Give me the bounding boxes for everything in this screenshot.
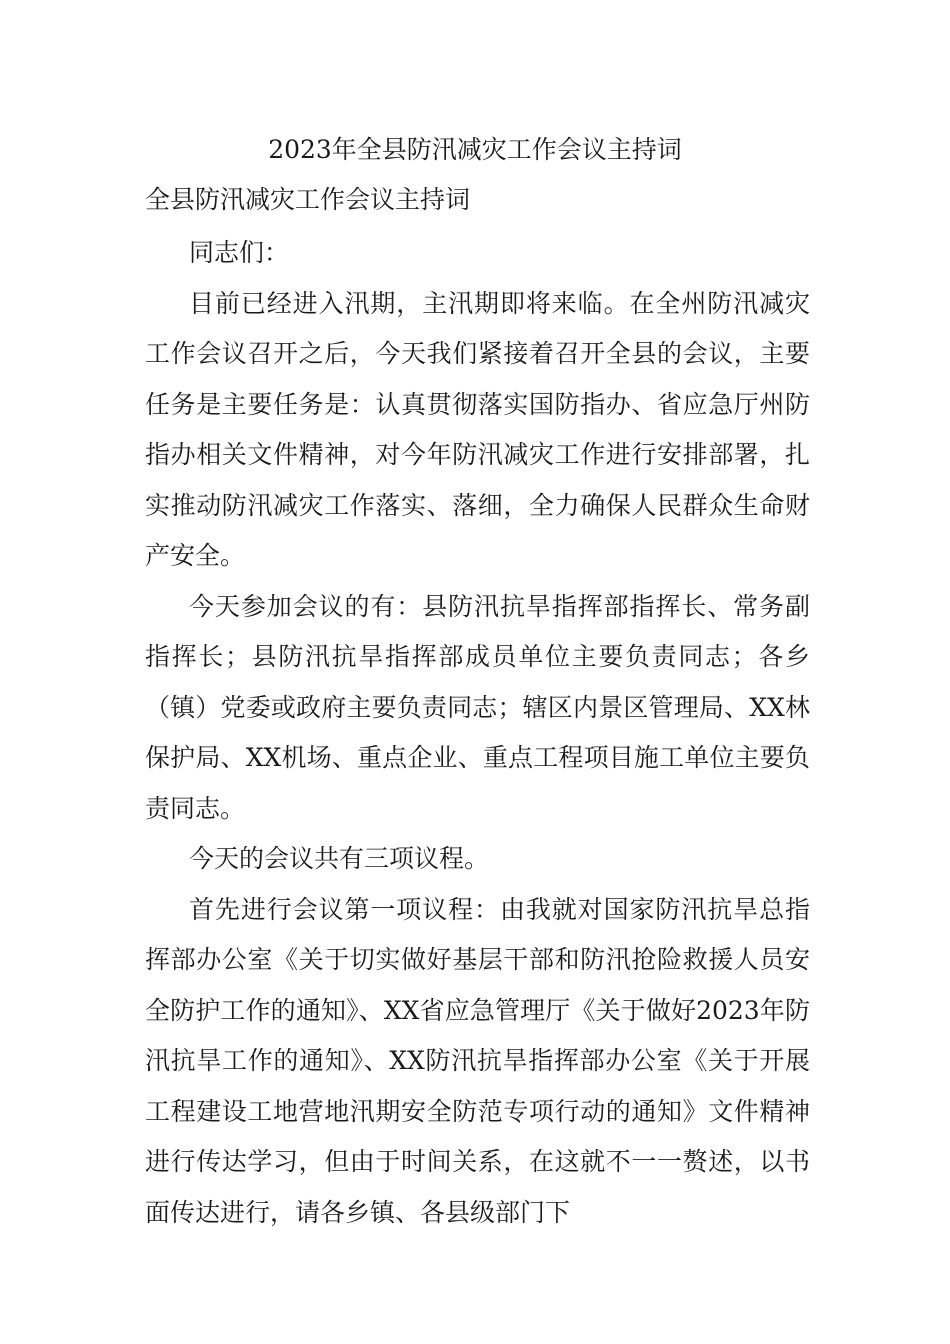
paragraph-attendees: 今天参加会议的有：县防汛抗旱指挥部指挥长、常务副指挥长；县防汛抗旱指挥部成员单位主要负责同志；各乡（镇）党委或政府主要负责同志；辖区内景区管理局、XX林保护局、XX机场、重点企业、重点工程项目施工单位主要负责同志。 [145, 591, 810, 823]
document-title: 2023年全县防汛减灾工作会议主持词 [268, 135, 682, 164]
paragraph-greeting: 同志们： [189, 238, 290, 267]
paragraph-intro: 目前已经进入汛期，主汛期即将来临。在全州防汛减灾工作会议召开之后，今天我们紧接着召开全县的会议，主要任务是主要任务是：认真贯彻落实国防指办、省应急厅州防指办相关文件精神，对今年防汛减灾工作进行安排部署，扎实推动防汛减灾工作落实、落细，全力确保人民群众生命财产安全。 [145, 288, 810, 570]
paragraph-agenda: 今天的会议共有三项议程。 [189, 844, 490, 873]
paragraph-first-item: 首先进行会议第一项议程：由我就对国家防汛抗旱总指挥部办公室《关于切实做好基层干部和防汛抢险救援人员安全防护工作的通知》、XX省应急管理厅《关于做好2023年防汛抗旱工作的通知》、XX防汛抗旱指挥部办公室《关于开展工程建设工地营地汛期安全防范专项行动的通知》文件精神进行传达学习，但由于时间关系，在这就不一一赘述，以书面传达进行，请各乡镇、各县级部门下 [145, 894, 810, 1227]
document-subtitle: 全县防汛减灾工作会议主持词 [145, 185, 471, 214]
document-body [145, 228, 810, 1238]
